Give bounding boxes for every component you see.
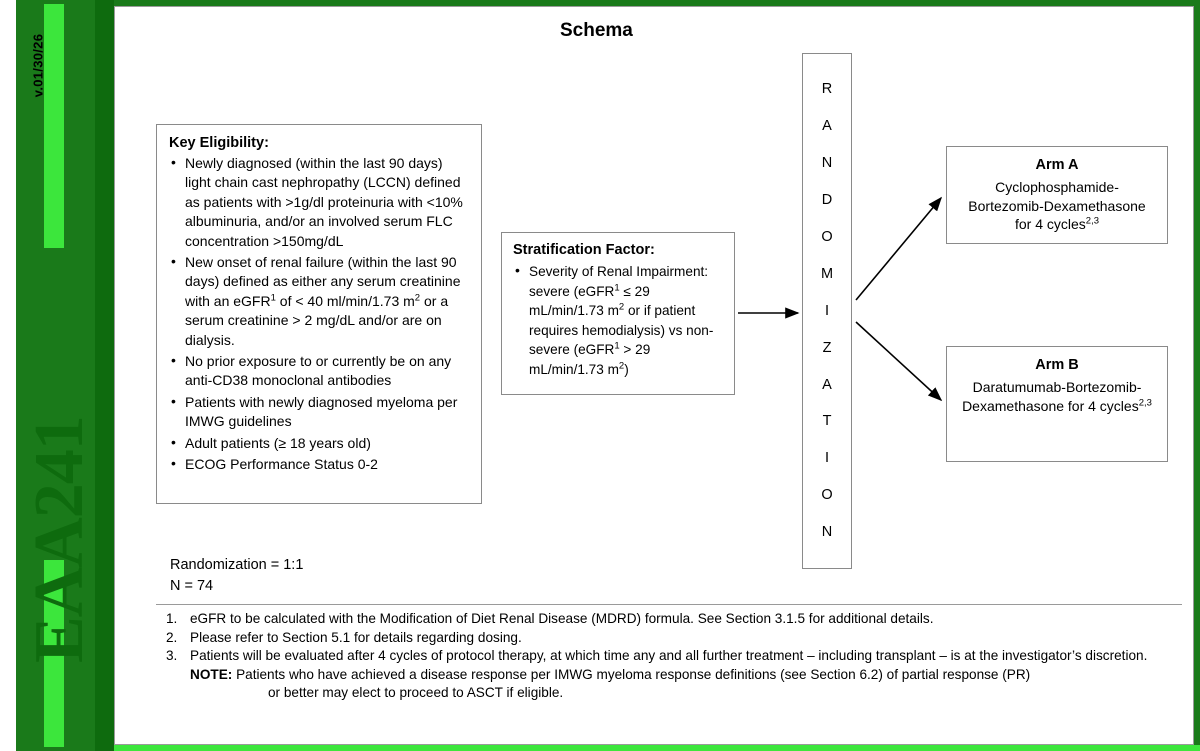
footnote-item	[160, 647, 1180, 666]
footnote-text: Please refer to Section 5.1 for details regarding dosing.	[190, 629, 522, 645]
randomization-letter: N	[821, 524, 833, 541]
list-item: • Newly diagnosed (within the last 90 days) light chain cast nephropathy (LCCN) defined as patients with >1g/dl proteinuria with <10% albuminuria, and/or an involved serum FLC concentration >150mg/dL	[169, 154, 469, 251]
study-id-label: EAA241	[21, 416, 98, 663]
randomization-letter: Z	[822, 339, 832, 356]
spine-accent-top	[44, 4, 64, 248]
arm-b-box	[946, 346, 1168, 462]
note-item	[160, 666, 1180, 703]
randomization-letter: M	[820, 265, 834, 282]
list-item: • New onset of renal failure (within the last 90 days) defined as either any serum creatinine with an eGFR$^1$ of < 40 ml/min/1.73 $m^2$ or a serum creatinine > 2 mg/dL and/or are on dialysis.	[169, 253, 469, 350]
footnote-item	[160, 610, 1180, 629]
footnote-item	[160, 629, 1180, 648]
key-eligibility-list	[169, 154, 469, 475]
footnote-text: eGFR to be calculated with the Modification of Diet Renal Disease (MDRD) formula. See Section 3.1.5 for additional details.	[190, 611, 934, 626]
randomization-letter: A	[822, 376, 832, 393]
stratification-header: Stratification Factor:	[513, 242, 655, 258]
list-item: • Adult patients (≥ 18 years old)	[169, 434, 469, 453]
randomization-letter: R	[821, 81, 833, 98]
list-item: • Patients with newly diagnosed myeloma per IMWG guidelines	[169, 393, 469, 432]
randomization-ratio: Randomization = 1:1	[170, 557, 304, 573]
arm-b-description: Daratumumab-Bortezomib-Dexamethasone for 4 cycles$^{2,3}$	[962, 379, 1152, 414]
list-item: • Severity of Renal Impairment: severe (eGFR$^1$ ≤ 29 mL/min/1.73 $m^2$ or if patient requires hemodialysis) vs non-severe (eGFR$^1$ > 29 mL/min/1.73 $m^2$)	[513, 262, 724, 380]
key-eligibility-header: Key Eligibility:	[169, 135, 269, 151]
stratification-list	[513, 262, 724, 380]
footnote-number: 2.	[166, 629, 178, 645]
note-text-line1: Patients who have achieved a disease response per IMWG myeloma response definitions (see Section 6.2) of partial response (PR)	[236, 666, 1031, 682]
footnotes-block	[160, 610, 1180, 703]
randomization-letter: N	[821, 155, 833, 172]
bottom-accent-strip	[114, 745, 1200, 751]
randomization-column	[802, 53, 852, 569]
summary-block	[170, 555, 303, 597]
randomization-letter: O	[821, 228, 833, 245]
note-label: NOTE:	[190, 666, 233, 682]
arm-a-title: Arm A	[1035, 157, 1079, 173]
arm-a-box	[946, 146, 1168, 244]
footnote-number: 1.	[166, 611, 178, 626]
arm-a-description: Cyclophosphamide-Bortezomib-Dexamethasone for 4 cycles$^{2,3}$	[968, 179, 1146, 232]
stratification-factor-box	[501, 232, 735, 395]
note-text-line2: or better may elect to proceed to ASCT if eligible.	[268, 685, 564, 700]
footnote-divider	[156, 604, 1182, 605]
randomization-letter: T	[822, 413, 832, 430]
arm-b-title: Arm B	[1035, 357, 1079, 373]
list-item: • ECOG Performance Status 0-2	[169, 455, 469, 474]
footnote-text: Patients will be evaluated after 4 cycles of protocol therapy, at which time any and all further treatment – including transplant – is at the investigator’s discretion.	[190, 648, 1148, 663]
left-margin	[0, 0, 16, 751]
page-title: Schema	[560, 20, 633, 41]
randomization-letter: D	[821, 192, 833, 209]
randomization-letter: A	[822, 118, 832, 135]
version-label: v.01/30/26	[30, 33, 46, 98]
randomization-letter: I	[824, 302, 830, 319]
randomization-letter: O	[821, 487, 833, 504]
list-item: • No prior exposure to or currently be on any anti-CD38 monoclonal antibodies	[169, 352, 469, 391]
footnote-number: 3.	[166, 648, 178, 663]
sample-size: N = 74	[170, 578, 214, 594]
randomization-letter: I	[824, 450, 830, 467]
key-eligibility-box	[156, 124, 482, 504]
